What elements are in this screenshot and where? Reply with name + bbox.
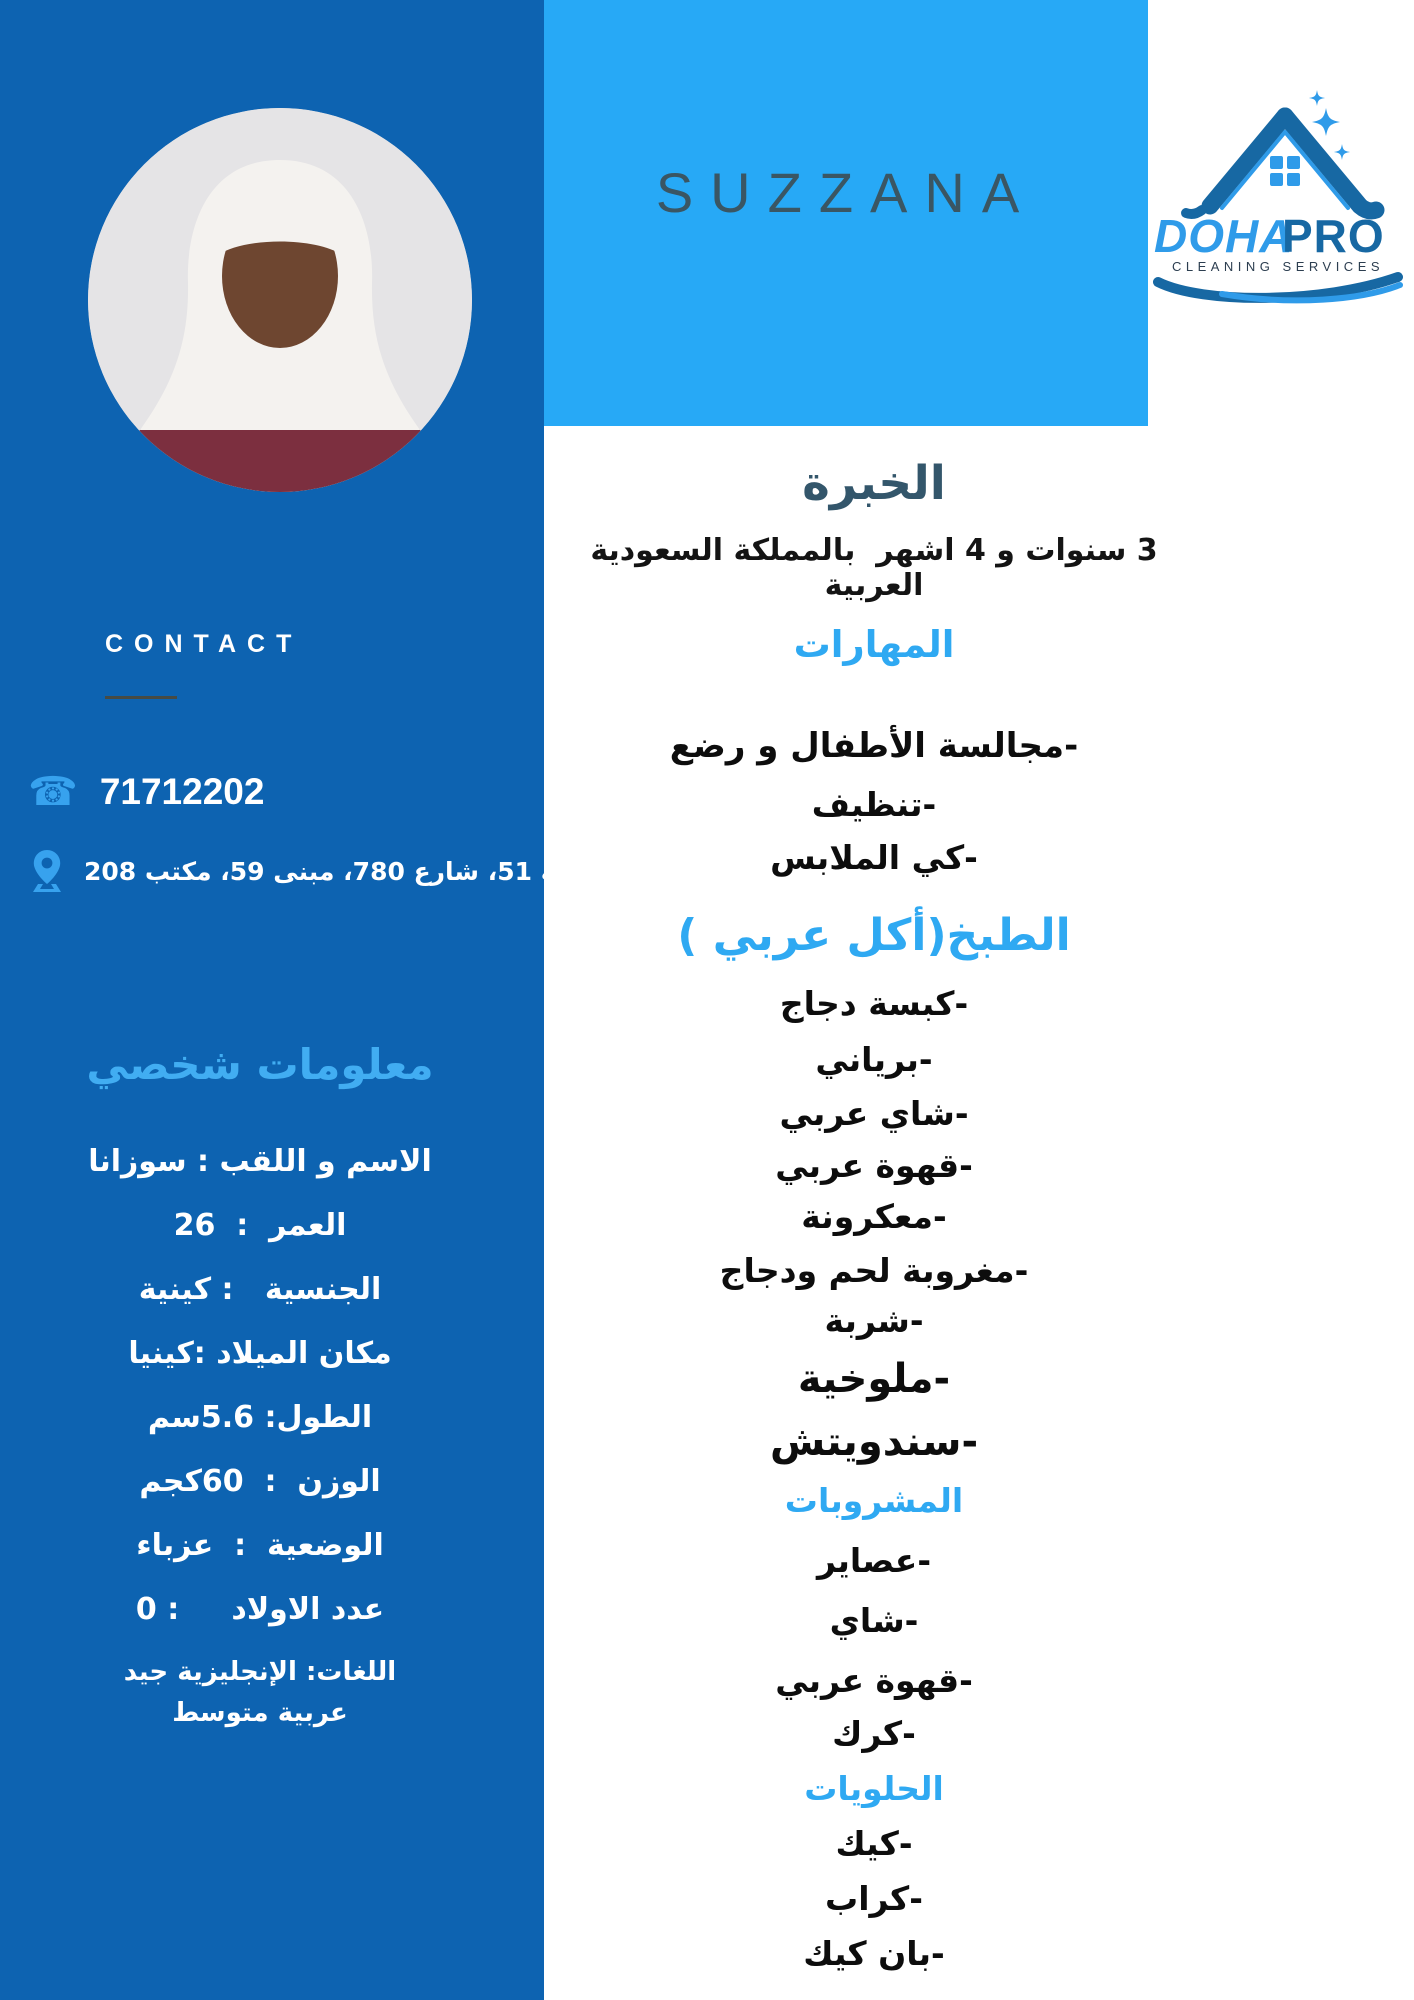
dessert-item: -بان كيك xyxy=(803,1934,945,1973)
personal-row-height: الطول: 5.6سم xyxy=(147,1400,373,1435)
profile-photo-placeholder xyxy=(88,108,472,492)
cooking-item: -ملوخية xyxy=(797,1356,951,1402)
personal-row-birthplace: مكان الميلاد :كينيا xyxy=(128,1336,392,1371)
personal-row-weight: الوزن : 60كجم xyxy=(139,1464,381,1499)
skill-item: -تنظيف xyxy=(811,785,937,824)
personal-info-list xyxy=(10,1130,510,1642)
skill-item: -كي الملابس xyxy=(770,838,978,877)
cooking-item: -سندويتش xyxy=(769,1419,979,1465)
drink-item: -شاي xyxy=(829,1601,919,1640)
logo-tagline: CLEANING SERVICES xyxy=(1171,259,1385,274)
cooking-item: -قهوة عربي xyxy=(775,1146,973,1185)
cooking-item: -مغروبة لحم ودجاج xyxy=(719,1251,1029,1290)
cooking-item: -كبسة دجاج xyxy=(779,984,969,1023)
sidebar xyxy=(0,0,644,2000)
personal-row-name: الاسم و اللقب : سوزانا xyxy=(88,1144,432,1179)
main-content xyxy=(544,0,1204,2000)
section-title-cooking: الطبخ(أكل عربي ) xyxy=(677,910,1071,961)
skill-item: -مجالسة الأطفال و رضع xyxy=(669,726,1079,766)
drink-item: -قهوة عربي xyxy=(775,1661,973,1700)
profile-photo xyxy=(88,108,472,492)
phone-number: 71712202 xyxy=(99,771,265,812)
logo-brand-light: DOHA xyxy=(1154,210,1294,262)
languages-block xyxy=(10,1652,510,1734)
section-title-desserts: الحلويات xyxy=(804,1769,944,1808)
personal-info-title: معلومات شخصي xyxy=(86,1040,434,1089)
phone-row xyxy=(28,770,264,814)
cooking-item: -شربة xyxy=(824,1301,924,1340)
drink-item: -كرك xyxy=(832,1714,916,1753)
language-row-arabic: عربية متوسط xyxy=(172,1698,348,1728)
section-title-drinks: المشروبات xyxy=(784,1481,964,1520)
address-text: المنطقة 51، شارع 780، مبنى 59، مكتب 208 xyxy=(84,856,644,886)
cooking-item: -شاي عربي xyxy=(779,1094,969,1133)
experience-title: الخبرة xyxy=(802,456,946,511)
personal-row-status: الوضعية : عزباء xyxy=(136,1528,384,1563)
logo-brand-dark: PRO xyxy=(1282,210,1385,262)
drink-item: -عصاير xyxy=(816,1541,932,1580)
contact-section-title: CONTACT xyxy=(105,630,303,658)
experience-detail: 3 سنوات و 4 اشهر بالمملكة السعودية العربية xyxy=(579,533,1158,603)
language-row-english: اللغات: الإنجليزية جيد xyxy=(123,1657,397,1687)
dessert-item: -كراب xyxy=(825,1879,923,1918)
telephone-icon: ☎ xyxy=(28,769,78,815)
personal-row-children: عدد الاولاد : 0 xyxy=(135,1592,385,1627)
candidate-name: SUZZANA xyxy=(655,161,1037,224)
location-pin-icon xyxy=(30,848,64,894)
window-icon xyxy=(1270,156,1300,186)
cooking-item: -برياني xyxy=(815,1040,933,1079)
personal-row-nationality: الجنسية : كينية xyxy=(138,1272,382,1307)
contact-underline xyxy=(105,696,177,699)
personal-row-age: العمر : 26 xyxy=(173,1208,347,1243)
dessert-item: -كيك xyxy=(835,1824,913,1863)
cooking-item: -معكرونة xyxy=(801,1197,947,1236)
section-title-skills: المهارات xyxy=(793,623,955,666)
